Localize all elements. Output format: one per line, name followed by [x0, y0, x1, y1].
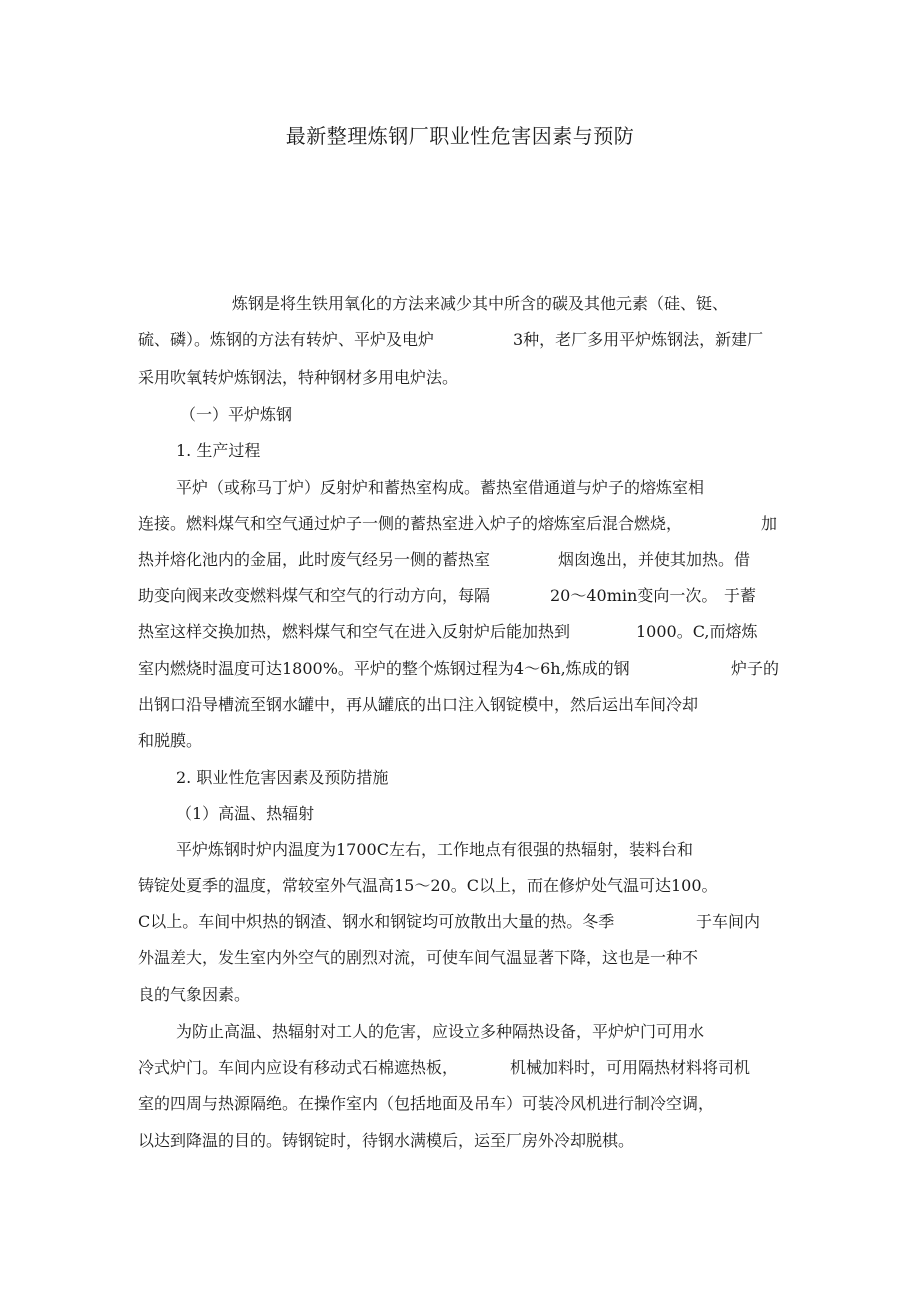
production-line-8: 和脱膜。 [138, 731, 203, 750]
prevention-line-2-part-a: 冷式炉门。车间内应设有移动式石棉遮热板， [138, 1058, 459, 1077]
heat-line-3-part-b: 于车间内 [696, 912, 761, 931]
production-line-7: 出钢口沿导槽流至钢水罐中，再从罐底的出口注入钢锭模中，然后运出车间冷却 [138, 695, 699, 714]
subsection-1-heading: 1. 生产过程 [176, 441, 261, 460]
production-line-3-part-a: 热并熔化池内的金届，此时废气经另一侧的蓄热室 [138, 550, 491, 569]
production-line-2-part-a: 连接。燃料煤气和空气通过炉子一侧的蓄热室进入炉子的熔炼室后混合燃烧， [138, 514, 683, 533]
prevention-line-2-part-b: 机械加料时，可用隔热材料将司机 [510, 1058, 751, 1077]
heat-line-5: 良的气象因素。 [138, 985, 251, 1004]
production-line-2 [138, 514, 778, 534]
prevention-line-4: 以达到降温的目的。铸钢锭时，待钢水满模后，运至厂房外冷却脱棋。 [138, 1131, 635, 1150]
production-line-4-part-c: 于蓄 [724, 586, 757, 605]
production-line-6 [138, 659, 780, 679]
document-title: 最新整理炼钢厂职业性危害因素与预防 [285, 124, 635, 148]
production-line-5-part-a: 热室这样交换加热，燃料煤气和空气在进入反射炉后能加热到 [138, 622, 571, 641]
heat-line-1: 平炉炼钢时炉内温度为1700C左右，工作地点有很强的热辐射，装料台和 [176, 840, 693, 859]
production-line-3 [138, 550, 751, 570]
production-line-5 [138, 622, 758, 642]
section-1-heading: （一）平炉炼钢 [180, 405, 293, 424]
production-line-1: 平炉（或称马丁炉）反射炉和蓄热室构成。蓄热室借通道与炉子的熔炼室相 [176, 478, 705, 497]
production-line-4 [138, 586, 757, 606]
heat-line-2: 铸锭处夏季的温度，常较室外气温高15～20。C以上，而在修炉处气温可达100。 [138, 876, 718, 895]
production-line-6-part-a: 室内燃烧时温度可达1800%。平炉的整个炼钢过程为4～6h,炼成的钢 [138, 659, 630, 678]
production-line-4-part-a: 助变向阀来改变燃料煤气和空气的行动方向，每隔 [138, 586, 491, 605]
intro-line-3: 采用吹氧转炉炼钢法，特种钢材多用电炉法。 [138, 368, 459, 387]
prevention-line-2 [138, 1058, 751, 1078]
production-line-2-part-b: 加 [761, 514, 778, 533]
heat-line-3-part-a: C以上。车间中炽热的钢渣、钢水和钢锭均可放散出大量的热。冬季 [138, 912, 615, 931]
heat-line-4: 外温差大，发生室内外空气的剧烈对流，可使车间气温显著下降，这也是一种不 [138, 948, 699, 967]
prevention-line-3: 室的四周与热源隔绝。在操作室内（包括地面及吊车）可装冷风机进行制冷空调， [138, 1094, 715, 1113]
intro-line-2-part-a: 硫、磷）。炼钢的方法有转炉、平炉及电炉 [138, 330, 435, 349]
intro-line-1: 炼钢是将生铁用氧化的方法来减少其中所含的碳及其他元素（硅、铤、 [232, 294, 729, 313]
intro-line-2-part-b: 3种，老厂多用平炉炼钢法，新建厂 [513, 330, 764, 349]
subsection-2-1-heading: （1）高温、热辐射 [176, 804, 315, 823]
subsection-2-heading: 2. 职业性危害因素及预防措施 [176, 768, 389, 787]
heat-line-3 [138, 912, 761, 932]
production-line-3-part-b: 烟囱逸出，并使其加热。借 [558, 550, 751, 569]
production-line-5-part-b: 1000。C,而熔炼 [636, 622, 758, 641]
intro-line-2 [138, 330, 764, 350]
prevention-line-1: 为防止高温、热辐射对工人的危害，应设立多种隔热设备，平炉炉门可用水 [176, 1022, 705, 1041]
production-line-6-part-b: 炉子的 [731, 659, 780, 678]
production-line-4-part-b: 20～40min变向一次。 [550, 586, 718, 605]
